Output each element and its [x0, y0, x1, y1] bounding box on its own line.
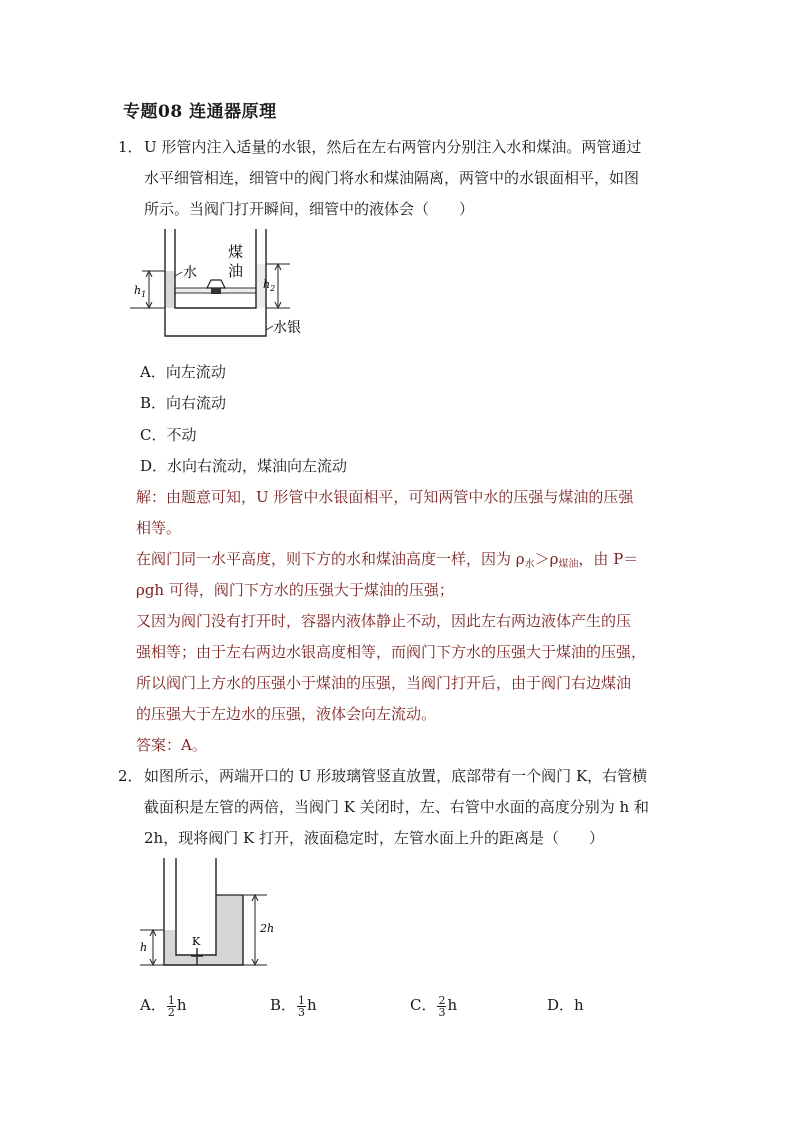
question-1-figure — [130, 226, 330, 350]
h-label: h — [140, 941, 148, 954]
solution-line-6: 强相等；由于左右两边水银高度相等，而阀门下方水的压强大于煤油的压强， — [136, 643, 647, 661]
water-fill — [165, 271, 175, 308]
question-1-option-d: D．水向右流动，煤油向左流动 — [140, 457, 348, 475]
valve-icon — [207, 280, 225, 288]
question-1-number: 1． — [118, 138, 143, 156]
question-1-stem-line-1: U 形管内注入适量的水银，然后在左右两管内分别注入水和煤油。两管通过 — [144, 138, 642, 156]
valve-k-label: K — [192, 935, 201, 948]
question-2-stem-line-1: 如图所示，两端开口的 U 形玻璃管竖直放置，底部带有一个阀门 K，右管横 — [144, 767, 648, 785]
solution-line-5: 又因为阀门没有打开时，容器内液体静止不动，因此左右两边液体产生的压 — [136, 612, 632, 630]
question-2-option-b: B． $\frac{1}{3}$ h — [270, 993, 317, 1019]
question-2-stem-line-3: 2h，现将阀门 K 打开，液面稳定时，左管水面上升的距离是（ ） — [144, 829, 604, 847]
page-title: 专题08 连通器原理 — [123, 102, 277, 122]
solution-line-8: 的压强大于左边水的压强，液体会向左流动。 — [136, 705, 437, 723]
oil-label-2: 油 — [228, 262, 244, 280]
question-2-stem-line-2: 截面积是左管的两倍，当阀门 K 关闭时，左、右管中水面的高度分别为 h 和 — [144, 798, 649, 816]
question-2-figure — [135, 855, 285, 977]
question-1-stem-line-2: 水平细管相连，细管中的阀门将水和煤油隔离，两管中的水银面相平，如图 — [144, 169, 640, 187]
h1-label: $h_1$ — [134, 284, 147, 299]
right-water-fill — [216, 895, 243, 965]
valve-stem — [211, 288, 221, 294]
water-label: 水 — [183, 265, 197, 281]
question-1-option-a: A．向左流动 — [140, 363, 226, 381]
solution-line-1: 解：由题意可知，U 形管中水银面相平，可知两管中水的压强与煤油的压强 — [136, 488, 634, 506]
h2-label: $h_2$ — [263, 278, 276, 293]
question-2-option-c: C． $\frac{2}{3}$ h — [410, 993, 458, 1019]
solution-line-7: 所以阀门上方水的压强小于煤油的压强，当阀门打开后，由于阀门右边煤油 — [136, 674, 632, 692]
question-1-stem-line-3: 所示。当阀门打开瞬间，细管中的液体会（ ） — [144, 200, 475, 218]
question-2-option-d: D．h — [547, 996, 584, 1014]
question-1-option-c: C．不动 — [140, 426, 197, 444]
question-1-option-b: B．向右流动 — [140, 394, 227, 412]
2h-label: 2h — [260, 922, 275, 935]
question-2-number: 2． — [118, 767, 143, 785]
oil-label-1: 煤 — [228, 243, 244, 261]
answer: 答案：A。 — [136, 736, 207, 754]
solution-line-4: ρgh 可得，阀门下方水的压强大于煤油的压强； — [136, 581, 454, 599]
question-2-option-a: A． $\frac{1}{2}$ h — [140, 993, 187, 1019]
mercury-label: 水银 — [273, 320, 301, 336]
left-water-fill — [164, 930, 176, 965]
solution-line-2: 相等。 — [136, 519, 182, 537]
solution-line-3: 在阀门同一水平高度，则下方的水和煤油高度一样，因为 $\rho_水>\rho_{煤油}$，由 P＝ — [136, 550, 639, 570]
